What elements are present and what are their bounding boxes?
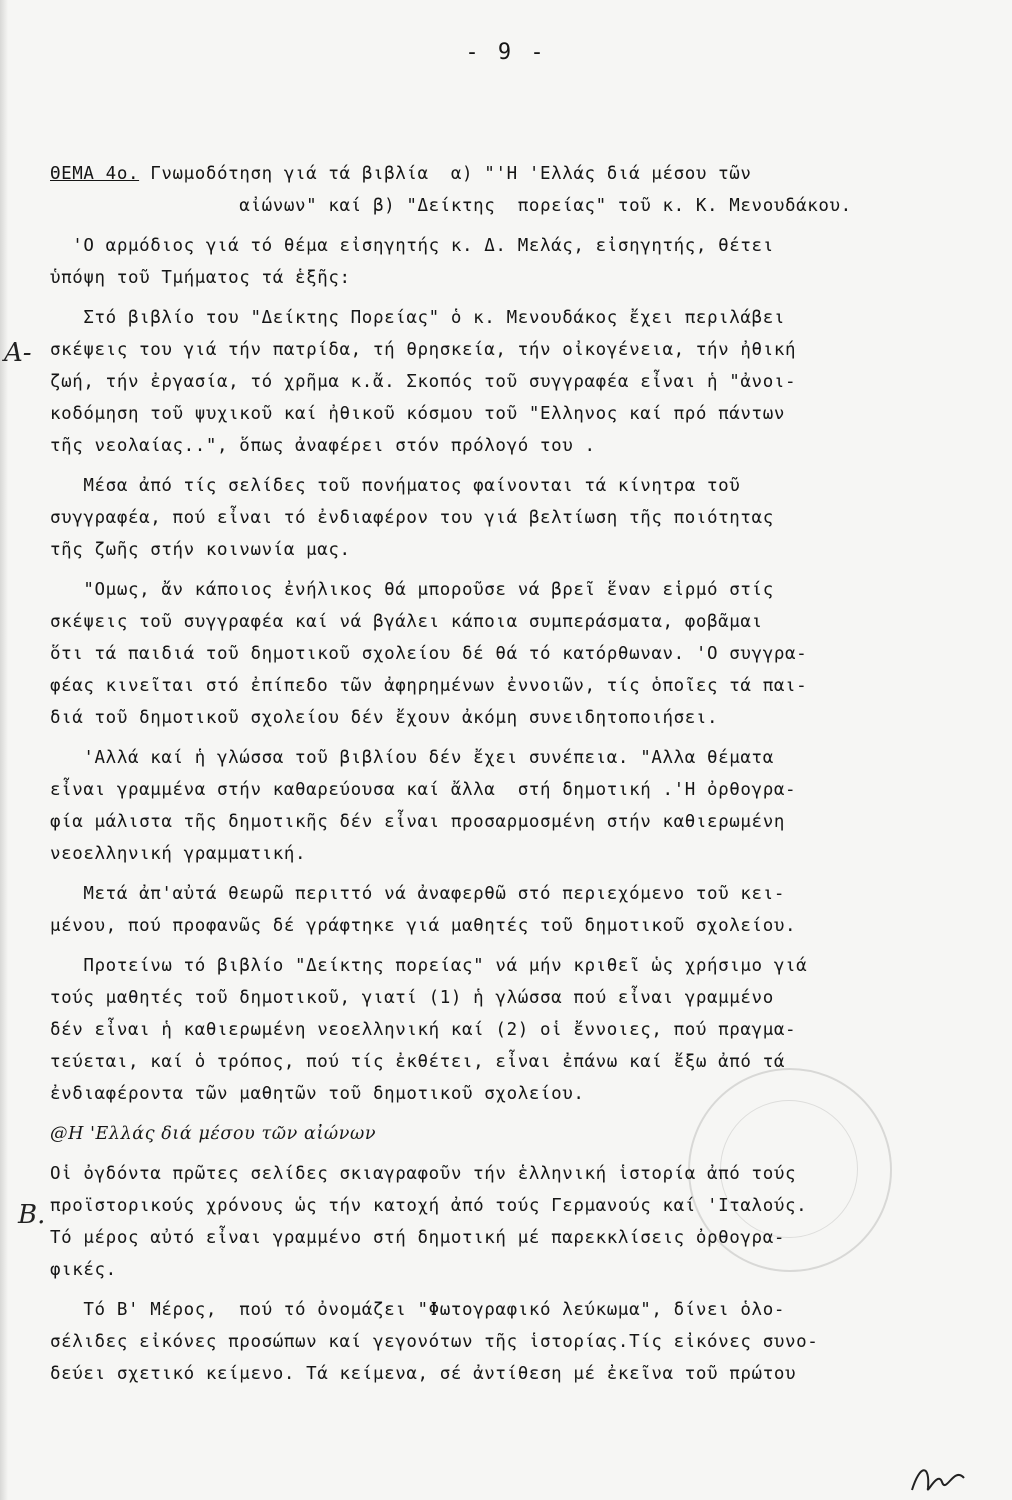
text-line: τεύεται, καί ὁ τρόπος, πού τίς ἐκθέτει, εἶναι ἐπάνω καί ἔξω ἀπό τά bbox=[50, 1052, 785, 1072]
text-line: κοδόμηση τοῦ ψυχικοῦ καί ἠθικοῦ κόσμου τοῦ "Ελληνος καί πρό πάντων bbox=[50, 404, 785, 424]
paragraph-gap bbox=[50, 462, 990, 470]
paragraph-gap bbox=[50, 566, 990, 574]
text-line: 'Αλλά καί ἡ γλώσσα τοῦ βιβλίου δέν ἔχει συνέπεια. "Αλλα θέματα bbox=[50, 748, 774, 768]
topic-label: ΘΕΜΑ 4ο. bbox=[50, 164, 140, 184]
topic-line bbox=[50, 158, 990, 190]
text-line: συγγραφέα, πού εἶναι τό ἐνδιαφέρον του γιά βελτίωση τῆς ποιότητας bbox=[50, 508, 774, 528]
text-line: σέλιδες εἰκόνες προσώπων καί γεγονότων τῆς ἱστορίας.Τίς εἰκόνες συνο- bbox=[50, 1332, 819, 1352]
page-number: - 9 - bbox=[465, 40, 547, 65]
text-line: αἰώνων" καί β) "Δείκτης πορείας" τοῦ κ. Κ. Μενουδάκου. bbox=[50, 196, 852, 216]
text-line: διά τοῦ δημοτικοῦ σχολείου δέν ἔχουν ἀκόμη συνειδητοποιήσει. bbox=[50, 708, 719, 728]
text-line: Προτείνω τό βιβλίο "Δείκτης πορείας" νά μήν κριθεῖ ὡς χρήσιμο γιά bbox=[50, 956, 808, 976]
text-line: Τό Β' Μέρος, πού τό ὀνομάζει "Φωτογραφικό λεύκωμα", δίνει ὁλο- bbox=[50, 1300, 785, 1320]
text-line: τούς μαθητές τοῦ δημοτικοῦ, γιατί (1) ἡ γλώσσα πού εἶναι γραμμένο bbox=[50, 988, 774, 1008]
text-line: δέν εἶναι ἡ καθιερωμένη νεοελληνική καί (2) οἱ ἔννοιες, πού πραγμα- bbox=[50, 1020, 797, 1040]
text-line: σκέψεις του γιά τήν πατρίδα, τή θρησκεία, τήν οἰκογένεια, τήν ἠθική bbox=[50, 340, 797, 360]
text-line: εἶναι γραμμένα στήν καθαρεύουσα καί ἄλλα στή δημοτική .'Η ὀρθογρα- bbox=[50, 780, 797, 800]
faded-stamp bbox=[688, 1068, 892, 1272]
paragraph-gap bbox=[50, 222, 990, 230]
margin-mark-a: A- bbox=[4, 338, 32, 368]
text-line: φία μάλιστα τῆς δημοτικῆς δέν εἶναι προσαρμοσμένη στήν καθιερωμένη bbox=[50, 812, 785, 832]
paragraph-gap bbox=[50, 942, 990, 950]
text-line: Μέσα ἀπό τίς σελίδες τοῦ πονήματος φαίνονται τά κίνητρα τοῦ bbox=[50, 476, 741, 496]
text-line: τῆς ζωῆς στήν κοινωνία μας. bbox=[50, 540, 351, 560]
page-edge-shadow bbox=[0, 0, 8, 1500]
handwritten-heading: @H 'Ελλάς διά μέσου τῶν αἰώνων bbox=[50, 1124, 377, 1144]
text-line: Τό μέρος αὐτό εἶναι γραμμένο στή δημοτική μέ παρεκκλίσεις ὀρθογρα- bbox=[50, 1228, 785, 1248]
text-line: ὅτι τά παιδιά τοῦ δημοτικοῦ σχολείου δέ θά τό κατόρθωναν. 'Ο συγγρα- bbox=[50, 644, 808, 664]
text-line: "Ομως, ἄν κάποιος ἐνήλικος θά μποροῦσε νά βρεῖ ἕναν εἱρμό στίς bbox=[50, 580, 774, 600]
text-line: δεύει σχετικό κείμενο. Τά κείμενα, σέ ἀντίθεση μέ ἐκεῖνα τοῦ πρώτου bbox=[50, 1364, 797, 1384]
text-line: 'Ο αρμόδιος γιά τό θέμα εἰσηγητής κ. Δ. Μελάς, εἰσηγητής, θέτει bbox=[50, 236, 774, 256]
text-line: ζωή, τήν ἐργασία, τό χρῆμα κ.ἄ. Σκοπός τοῦ συγγραφέα εἶναι ἡ "ἀνοι- bbox=[50, 372, 797, 392]
text-line: μένου, πού προφανῶς δέ γράφτηκε γιά μαθητές τοῦ δημοτικοῦ σχολείου. bbox=[50, 916, 797, 936]
text-line: ὑπόψη τοῦ Τμήματος τά ἑξῆς: bbox=[50, 268, 351, 288]
text-line: τῆς νεολαίας..", ὅπως ἀναφέρει στόν πρόλογό του . bbox=[50, 436, 596, 456]
paragraph-gap bbox=[50, 294, 990, 302]
text-line: Οἱ ὀγδόντα πρῶτες σελίδες σκιαγραφοῦν τήν ἑλληνική ἱστορία ἀπό τούς bbox=[50, 1164, 797, 1184]
paragraph-gap bbox=[50, 1286, 990, 1294]
text-line: Μετά ἀπ'αὐτά θεωρῶ περιττό νά ἀναφερθῶ στό περιεχόμενο τοῦ κει- bbox=[50, 884, 785, 904]
margin-mark-b: B. bbox=[18, 1200, 46, 1230]
signature-mark bbox=[908, 1460, 968, 1498]
paragraph-gap bbox=[50, 734, 990, 742]
text-line: ἐνδιαφέροντα τῶν μαθητῶν τοῦ δημοτικοῦ σχολείου. bbox=[50, 1084, 585, 1104]
text-line: νεοελληνική γραμματική. bbox=[50, 844, 307, 864]
text-line: Στό βιβλίο του "Δείκτης Πορείας" ὁ κ. Μενουδάκος ἔχει περιλάβει bbox=[50, 308, 785, 328]
text-line: Γνωμοδότηση γιά τά βιβλία α) "'Η 'Ελλάς διά μέσου τῶν bbox=[150, 164, 752, 184]
text-line: σκέψεις τοῦ συγγραφέα καί νά βγάλει κάποια συμπεράσματα, φοβᾶμαι bbox=[50, 612, 763, 632]
text-line: φικές. bbox=[50, 1260, 117, 1280]
stamp-inner-ring bbox=[720, 1100, 858, 1238]
paragraph-gap bbox=[50, 870, 990, 878]
text-line: προϊστορικούς χρόνους ὡς τήν κατοχή ἀπό τούς Γερμανούς καί 'Ιταλούς. bbox=[50, 1196, 808, 1216]
text-line: φέας κινεῖται στό ἐπίπεδο τῶν ἀφηρημένων ἐννοιῶν, τίς ὁποῖες τά παι- bbox=[50, 676, 808, 696]
